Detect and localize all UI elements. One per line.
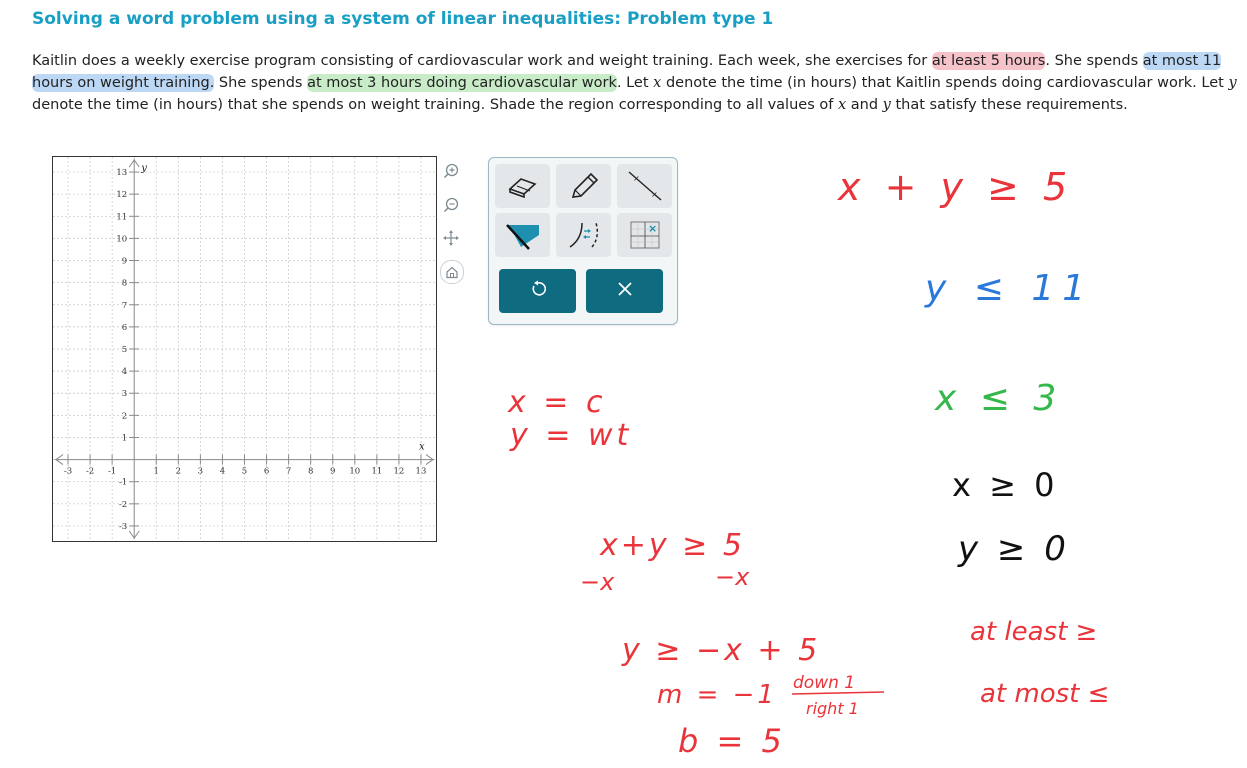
svg-text:×: ×: [650, 190, 658, 199]
problem-text: denote the time (in hours) that Kaitlin spends doing cardiovascular work. Let: [661, 75, 1229, 91]
problem-text: . Let: [616, 75, 654, 91]
highlight-weight-training-hours: hours on weight training.: [32, 75, 215, 91]
work-subtract-x-right: −x: [715, 563, 750, 591]
y-tick-label: 12: [116, 190, 128, 201]
y-tick-label: 11: [116, 212, 128, 223]
x-tick-label: 11: [371, 466, 383, 477]
y-tick-label: 4: [121, 367, 128, 378]
inequality-y-nonnegative: y ≥ 0: [958, 529, 1070, 569]
problem-text: She spends: [214, 75, 308, 91]
y-tick-label: 9: [121, 256, 128, 267]
problem-text: denote the time (in hours) that she spends on weight training. Shade the region corresponding to all values of: [32, 97, 838, 113]
slope-intercept-form: y ≥ −x + 5: [622, 633, 821, 668]
intercept-value: b = 5: [678, 722, 786, 760]
y-axis-label: y: [141, 163, 147, 174]
y-tick-label: 8: [121, 278, 128, 289]
x-tick-label: 7: [285, 466, 292, 477]
y-tick-label: 3: [121, 389, 128, 400]
y-tick-label: 1: [121, 433, 128, 444]
x-tick-label: -2: [85, 466, 95, 477]
y-tick-label: 7: [121, 300, 128, 311]
x-tick-label: 13: [415, 466, 427, 477]
highlight-at-most-11: at most 11: [1142, 53, 1222, 69]
y-tick-label: 2: [121, 411, 128, 422]
y-tick-label: -1: [118, 477, 128, 488]
note-at-most: at most ≤: [980, 679, 1110, 709]
variable-x: x: [653, 75, 662, 91]
x-tick-label: 4: [219, 466, 226, 477]
x-tick-label: 6: [263, 466, 270, 477]
x-tick-label: -1: [108, 466, 117, 477]
variable-y: y: [1228, 75, 1237, 91]
inequality-x-nonnegative: x ≥ 0: [952, 466, 1059, 504]
x-tick-label: 8: [307, 466, 314, 477]
problem-text: Kaitlin does a weekly exercise program consisting of cardiovascular work and weight training. Each week, she exercises for: [32, 53, 932, 69]
y-tick-label: 6: [121, 322, 128, 333]
inequality-cardio: x ≤ 3: [935, 378, 1063, 419]
variable-x: x: [837, 97, 847, 113]
highlight-at-least-5-hours: at least 5 hours: [931, 53, 1046, 69]
note-at-least: at least ≥: [970, 617, 1098, 647]
x-tick-label: 1: [153, 466, 159, 477]
problem-text: and: [846, 97, 883, 113]
slope-note-right: right 1: [806, 699, 859, 718]
x-tick-label: -3: [63, 466, 73, 477]
highlight-at-most-3-hours: at most 3 hours doing cardiovascular work: [307, 75, 617, 91]
x-tick-label: 2: [175, 466, 182, 477]
x-tick-label: 10: [349, 466, 361, 477]
svg-text:×: ×: [647, 222, 657, 235]
x-tick-label: 9: [330, 466, 336, 477]
definition-y: y = wt: [510, 418, 633, 453]
slope-value: m = −1: [657, 680, 777, 710]
slope-note-down: down 1: [793, 673, 856, 693]
work-subtract-x-left: −x: [580, 568, 615, 596]
problem-text: that satisfy these requirements.: [890, 97, 1128, 113]
svg-text:×: ×: [632, 174, 640, 183]
y-tick-label: 13: [116, 168, 128, 179]
x-tick-label: 12: [393, 466, 405, 477]
inequality-total-hours: x + y ≥ 5: [838, 165, 1074, 209]
y-tick-label: 10: [116, 234, 128, 245]
y-tick-label: -3: [118, 521, 128, 532]
y-tick-label: -2: [118, 499, 128, 510]
variable-y: y: [882, 97, 891, 113]
y-tick-label: 5: [121, 345, 128, 355]
work-inequality: x+y ≥ 5: [600, 528, 745, 563]
x-axis-label: x: [418, 441, 425, 453]
x-tick-label: 5: [241, 466, 248, 477]
problem-text: . She spends: [1045, 53, 1143, 69]
definition-x: x = c: [508, 385, 607, 420]
inequality-weight-training: y ≤ 11: [925, 268, 1094, 309]
page-title: Solving a word problem using a system of linear inequalities: Problem type 1: [32, 9, 774, 29]
x-tick-label: 3: [197, 466, 204, 477]
